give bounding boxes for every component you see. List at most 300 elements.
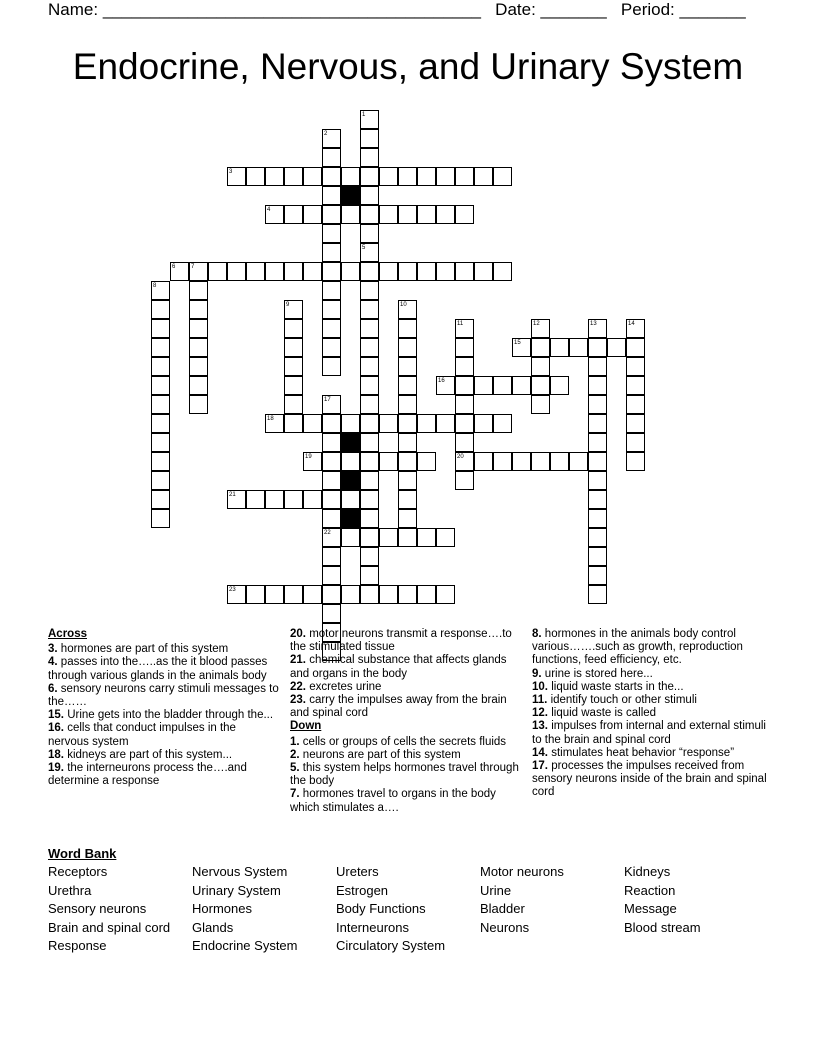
- grid-cell[interactable]: [474, 414, 493, 433]
- clue-number: 18: [267, 416, 274, 422]
- grid-cell[interactable]: [398, 319, 417, 338]
- grid-block: [341, 433, 360, 452]
- grid-cell[interactable]: [322, 566, 341, 585]
- clue-number: 12: [533, 321, 540, 327]
- clue-across-20: 20. motor neurons transmit a response….to the stimulated tissue: [290, 628, 512, 654]
- grid-cell[interactable]: [436, 414, 455, 433]
- grid-cell[interactable]: [360, 224, 379, 243]
- clue-across-22: 22. excretes urine: [290, 680, 382, 693]
- grid-cell[interactable]: [322, 585, 341, 604]
- grid-cell[interactable]: [531, 452, 550, 471]
- grid-cell[interactable]: [588, 490, 607, 509]
- grid-cell[interactable]: [474, 167, 493, 186]
- grid-cell[interactable]: [417, 167, 436, 186]
- grid-cell[interactable]: [284, 357, 303, 376]
- grid-cell[interactable]: [379, 262, 398, 281]
- grid-cell[interactable]: [151, 414, 170, 433]
- grid-cell[interactable]: [151, 376, 170, 395]
- grid-cell[interactable]: [189, 376, 208, 395]
- grid-cell[interactable]: [360, 547, 379, 566]
- word-bank-item: Neurons: [480, 919, 530, 935]
- grid-cell[interactable]: [360, 186, 379, 205]
- grid-cell[interactable]: [246, 490, 265, 509]
- word-bank: [48, 846, 768, 952]
- clue-across-16: 16. cells that conduct impulses in the nervous system: [48, 722, 236, 748]
- grid-cell[interactable]: [531, 395, 550, 414]
- grid-cell[interactable]: [493, 262, 512, 281]
- grid-cell[interactable]: [626, 338, 645, 357]
- grid-cell[interactable]: [303, 167, 322, 186]
- grid-cell[interactable]: [398, 471, 417, 490]
- grid-cell[interactable]: [398, 528, 417, 547]
- grid-cell[interactable]: [322, 395, 341, 414]
- grid-cell[interactable]: [626, 433, 645, 452]
- clue-number: 19: [305, 454, 312, 460]
- grid-cell[interactable]: [322, 357, 341, 376]
- grid-cell[interactable]: [322, 319, 341, 338]
- grid-cell[interactable]: [588, 528, 607, 547]
- grid-cell[interactable]: [398, 262, 417, 281]
- grid-cell[interactable]: [284, 167, 303, 186]
- grid-cell[interactable]: [455, 452, 474, 471]
- grid-cell[interactable]: [455, 414, 474, 433]
- clue-across-4: 4. passes into the…..as the it blood passes through various glands in the animals body: [48, 656, 268, 682]
- grid-cell[interactable]: [474, 452, 493, 471]
- grid-cell[interactable]: [284, 338, 303, 357]
- grid-cell[interactable]: [322, 433, 341, 452]
- grid-cell[interactable]: [626, 357, 645, 376]
- grid-cell[interactable]: [360, 395, 379, 414]
- word-bank-item: Ureters: [336, 864, 379, 879]
- grid-cell[interactable]: [588, 395, 607, 414]
- grid-cell[interactable]: [189, 357, 208, 376]
- grid-cell[interactable]: [284, 319, 303, 338]
- grid-cell[interactable]: [360, 167, 379, 186]
- grid-cell[interactable]: [398, 357, 417, 376]
- grid-cell[interactable]: [531, 357, 550, 376]
- grid-cell[interactable]: [360, 129, 379, 148]
- grid-cell[interactable]: [322, 452, 341, 471]
- grid-cell[interactable]: [265, 585, 284, 604]
- grid-cell[interactable]: [588, 509, 607, 528]
- clue-number: 15: [514, 340, 521, 346]
- grid-cell[interactable]: [151, 433, 170, 452]
- word-bank-item: Reaction: [624, 882, 676, 898]
- grid-cell[interactable]: [398, 433, 417, 452]
- grid-cell[interactable]: [588, 414, 607, 433]
- grid-cell[interactable]: [322, 604, 341, 623]
- date-field[interactable]: _______: [540, 0, 607, 19]
- grid-cell[interactable]: [360, 281, 379, 300]
- word-bank-item: Body Functions: [336, 901, 426, 916]
- grid-cell[interactable]: [455, 357, 474, 376]
- grid-cell[interactable]: [398, 167, 417, 186]
- grid-cell[interactable]: [436, 205, 455, 224]
- grid-cell[interactable]: [284, 395, 303, 414]
- name-label: Name:: [48, 0, 99, 19]
- clue-number: 16: [438, 378, 445, 384]
- grid-cell[interactable]: [379, 585, 398, 604]
- clue-across-19: 19. the interneurons process the….and determine a response: [48, 762, 247, 788]
- grid-cell[interactable]: [189, 319, 208, 338]
- grid-cell[interactable]: [265, 490, 284, 509]
- across-heading: Across: [48, 628, 87, 640]
- grid-cell[interactable]: [151, 281, 170, 300]
- grid-cell[interactable]: [455, 376, 474, 395]
- grid-block: [341, 509, 360, 528]
- grid-cell[interactable]: [626, 395, 645, 414]
- grid-cell[interactable]: [398, 300, 417, 319]
- grid-cell[interactable]: [626, 452, 645, 471]
- grid-cell[interactable]: [341, 414, 360, 433]
- clue-down-10: 10. liquid waste starts in the...: [532, 680, 684, 693]
- grid-cell[interactable]: [550, 376, 569, 395]
- grid-cell[interactable]: [151, 471, 170, 490]
- grid-cell[interactable]: [322, 528, 341, 547]
- grid-block: [341, 471, 360, 490]
- clues-column-2: [290, 628, 522, 815]
- clue-number: 5: [362, 245, 366, 251]
- clue-number: 17: [324, 397, 331, 403]
- grid-cell[interactable]: [360, 452, 379, 471]
- grid-cell[interactable]: [417, 262, 436, 281]
- clue-down-8: 8. hormones in the animals body control various…….such as growth, reproduction functions, feed efficiency, etc.: [532, 628, 743, 667]
- word-bank-item: Motor neurons: [480, 864, 564, 879]
- down-heading: Down: [290, 720, 322, 733]
- grid-cell[interactable]: [322, 148, 341, 167]
- clue-number: 14: [628, 321, 635, 327]
- grid-cell[interactable]: [398, 205, 417, 224]
- grid-cell[interactable]: [322, 186, 341, 205]
- date-label: Date:: [495, 0, 536, 19]
- grid-cell[interactable]: [303, 490, 322, 509]
- grid-cell[interactable]: [398, 490, 417, 509]
- grid-cell[interactable]: [341, 205, 360, 224]
- grid-cell[interactable]: [436, 167, 455, 186]
- grid-cell[interactable]: [379, 414, 398, 433]
- name-field[interactable]: ________________________________________: [102, 0, 481, 19]
- word-bank-item: Estrogen: [336, 882, 389, 898]
- grid-cell[interactable]: [322, 224, 341, 243]
- grid-cell[interactable]: [360, 205, 379, 224]
- word-bank-item: Hormones: [192, 901, 252, 916]
- clue-down-1: 1. cells or groups of cells the secrets fluids: [290, 735, 507, 748]
- word-bank-item: Blood stream: [624, 919, 701, 935]
- clue-number: 21: [229, 492, 236, 498]
- grid-cell[interactable]: [341, 262, 360, 281]
- grid-cell[interactable]: [265, 414, 284, 433]
- grid-cell[interactable]: [360, 262, 379, 281]
- clue-number: 7: [191, 264, 195, 270]
- grid-cell[interactable]: [189, 300, 208, 319]
- grid-cell[interactable]: [360, 585, 379, 604]
- grid-cell[interactable]: [189, 262, 208, 281]
- grid-block: [341, 186, 360, 205]
- grid-cell[interactable]: [284, 585, 303, 604]
- word-bank-item: Receptors: [48, 864, 108, 879]
- grid-cell[interactable]: [341, 528, 360, 547]
- clue-number: 1: [362, 112, 366, 118]
- grid-cell[interactable]: [284, 376, 303, 395]
- clue-number: 11: [457, 321, 464, 327]
- grid-cell[interactable]: [322, 490, 341, 509]
- grid-cell[interactable]: [398, 395, 417, 414]
- grid-cell[interactable]: [246, 167, 265, 186]
- grid-cell[interactable]: [189, 395, 208, 414]
- grid-cell[interactable]: [151, 395, 170, 414]
- grid-cell[interactable]: [341, 167, 360, 186]
- grid-cell[interactable]: [360, 357, 379, 376]
- grid-cell[interactable]: [227, 490, 246, 509]
- grid-cell[interactable]: [417, 414, 436, 433]
- grid-cell[interactable]: [303, 205, 322, 224]
- word-bank-item: Urinary System: [192, 882, 281, 898]
- grid-cell[interactable]: [227, 262, 246, 281]
- grid-cell[interactable]: [322, 129, 341, 148]
- grid-cell[interactable]: [151, 357, 170, 376]
- grid-cell[interactable]: [455, 471, 474, 490]
- grid-cell[interactable]: [322, 338, 341, 357]
- clue-number: 4: [267, 207, 271, 213]
- grid-cell[interactable]: [588, 471, 607, 490]
- word-bank-item: Urethra: [48, 882, 92, 898]
- grid-cell[interactable]: [398, 509, 417, 528]
- word-bank-item: Kidneys: [624, 864, 671, 879]
- grid-cell[interactable]: [455, 319, 474, 338]
- grid-cell[interactable]: [265, 205, 284, 224]
- grid-cell[interactable]: [398, 338, 417, 357]
- grid-cell[interactable]: [588, 585, 607, 604]
- word-bank-item: Interneurons: [336, 919, 409, 935]
- grid-cell[interactable]: [322, 281, 341, 300]
- grid-cell[interactable]: [588, 357, 607, 376]
- word-bank-item: Response: [48, 938, 107, 953]
- grid-cell[interactable]: [208, 262, 227, 281]
- clue-down-5: 5. this system helps hormones travel through the body: [290, 762, 519, 788]
- grid-cell[interactable]: [379, 205, 398, 224]
- clue-down-2: 2. neurons are part of this system: [290, 748, 461, 761]
- grid-cell[interactable]: [455, 262, 474, 281]
- grid-cell[interactable]: [151, 338, 170, 357]
- grid-cell[interactable]: [607, 338, 626, 357]
- grid-cell[interactable]: [303, 414, 322, 433]
- grid-cell[interactable]: [322, 414, 341, 433]
- grid-cell[interactable]: [265, 167, 284, 186]
- word-bank-item: Brain and spinal cord: [48, 919, 171, 935]
- grid-cell[interactable]: [227, 585, 246, 604]
- clue-number: 6: [172, 264, 176, 270]
- grid-cell[interactable]: [246, 585, 265, 604]
- grid-cell[interactable]: [227, 167, 246, 186]
- grid-cell[interactable]: [474, 262, 493, 281]
- grid-cell[interactable]: [417, 205, 436, 224]
- grid-cell[interactable]: [531, 376, 550, 395]
- grid-cell[interactable]: [626, 319, 645, 338]
- grid-cell[interactable]: [303, 585, 322, 604]
- word-bank-item: Message: [624, 901, 677, 916]
- clue-number: 23: [229, 587, 236, 593]
- grid-cell[interactable]: [455, 205, 474, 224]
- period-field[interactable]: _______: [679, 0, 746, 19]
- grid-cell[interactable]: [588, 547, 607, 566]
- grid-cell[interactable]: [588, 566, 607, 585]
- clues-column-3: [532, 628, 768, 800]
- clue-number: 10: [400, 302, 407, 308]
- clues-column-1: [48, 628, 280, 788]
- grid-cell[interactable]: [284, 490, 303, 509]
- clue-across-21: 21. chemical substance that affects glands and organs in the body: [290, 654, 507, 680]
- word-bank-item: Nervous System: [192, 864, 288, 879]
- grid-cell[interactable]: [360, 471, 379, 490]
- grid-cell[interactable]: [588, 433, 607, 452]
- grid-cell[interactable]: [151, 452, 170, 471]
- grid-cell[interactable]: [436, 528, 455, 547]
- word-bank-item: Glands: [192, 919, 234, 935]
- grid-cell[interactable]: [284, 414, 303, 433]
- grid-cell[interactable]: [398, 452, 417, 471]
- grid-cell[interactable]: [531, 319, 550, 338]
- clue-number: 20: [457, 454, 464, 460]
- word-bank-item: Sensory neurons: [48, 901, 147, 916]
- grid-cell[interactable]: [493, 452, 512, 471]
- grid-cell[interactable]: [379, 528, 398, 547]
- clue-down-12: 12. liquid waste is called: [532, 707, 657, 720]
- grid-cell[interactable]: [151, 509, 170, 528]
- clue-down-13: 13. impulses from internal and external stimuli to the brain and spinal cord: [532, 720, 766, 746]
- grid-cell[interactable]: [455, 338, 474, 357]
- clue-down-17: 17. processes the impulses received from sensory neurons inside of the brain and spinal cord: [532, 760, 767, 799]
- grid-cell[interactable]: [398, 585, 417, 604]
- clue-across-18: 18. kidneys are part of this system...: [48, 748, 233, 761]
- grid-cell[interactable]: [417, 585, 436, 604]
- grid-cell[interactable]: [626, 414, 645, 433]
- grid-cell[interactable]: [588, 319, 607, 338]
- grid-cell[interactable]: [360, 338, 379, 357]
- grid-cell[interactable]: [360, 528, 379, 547]
- grid-cell[interactable]: [170, 262, 189, 281]
- period-label: Period:: [620, 0, 675, 19]
- grid-cell[interactable]: [303, 452, 322, 471]
- grid-cell[interactable]: [588, 452, 607, 471]
- grid-cell[interactable]: [360, 414, 379, 433]
- word-bank-heading: Word Bank: [48, 846, 117, 861]
- grid-cell[interactable]: [455, 167, 474, 186]
- grid-cell[interactable]: [588, 338, 607, 357]
- grid-cell[interactable]: [322, 262, 341, 281]
- grid-cell[interactable]: [436, 376, 455, 395]
- grid-cell[interactable]: [284, 205, 303, 224]
- grid-cell[interactable]: [360, 433, 379, 452]
- grid-cell[interactable]: [493, 167, 512, 186]
- grid-cell[interactable]: [493, 414, 512, 433]
- grid-cell[interactable]: [493, 376, 512, 395]
- word-bank-item: Endocrine System: [192, 938, 298, 953]
- clue-down-14: 14. stimulates heat behavior “response”: [532, 746, 735, 759]
- grid-cell[interactable]: [436, 262, 455, 281]
- clue-number: 2: [324, 131, 328, 137]
- grid-cell[interactable]: [322, 167, 341, 186]
- grid-cell[interactable]: [398, 414, 417, 433]
- grid-cell[interactable]: [360, 509, 379, 528]
- grid-cell[interactable]: [512, 376, 531, 395]
- word-bank-item: Bladder: [480, 901, 525, 916]
- grid-cell[interactable]: [284, 300, 303, 319]
- grid-cell[interactable]: [265, 262, 284, 281]
- clue-across-15: 15. Urine gets into the bladder through the...: [48, 709, 274, 722]
- word-bank-list: [48, 865, 768, 952]
- word-bank-item: Urine: [480, 882, 512, 898]
- clue-down-9: 9. urine is stored here...: [532, 667, 653, 680]
- clue-down-7: 7. hormones travel to organs in the body which stimulates a….: [290, 788, 496, 814]
- grid-cell[interactable]: [322, 205, 341, 224]
- clue-number: 22: [324, 530, 331, 536]
- grid-cell[interactable]: [360, 490, 379, 509]
- grid-cell[interactable]: [417, 452, 436, 471]
- grid-cell[interactable]: [569, 452, 588, 471]
- grid-cell[interactable]: [379, 167, 398, 186]
- grid-cell[interactable]: [151, 490, 170, 509]
- grid-cell[interactable]: [379, 452, 398, 471]
- clue-number: 3: [229, 169, 233, 175]
- clue-number: 8: [153, 283, 157, 289]
- grid-cell[interactable]: [322, 547, 341, 566]
- grid-cell[interactable]: [360, 376, 379, 395]
- grid-cell[interactable]: [322, 300, 341, 319]
- clue-across-3: 3. hormones are part of this system: [48, 643, 229, 656]
- grid-cell[interactable]: [436, 585, 455, 604]
- grid-cell[interactable]: [303, 262, 322, 281]
- grid-cell[interactable]: [360, 243, 379, 262]
- grid-cell[interactable]: [550, 452, 569, 471]
- grid-cell[interactable]: [531, 338, 550, 357]
- clue-across-23: 23. carry the impulses away from the brain and spinal cord: [290, 694, 507, 720]
- grid-cell[interactable]: [360, 110, 379, 129]
- grid-cell[interactable]: [360, 300, 379, 319]
- grid-cell[interactable]: [189, 338, 208, 357]
- grid-cell[interactable]: [360, 319, 379, 338]
- clue-number: 13: [590, 321, 597, 327]
- grid-cell[interactable]: [474, 376, 493, 395]
- grid-cell[interactable]: [246, 262, 265, 281]
- grid-cell[interactable]: [588, 376, 607, 395]
- grid-cell[interactable]: [189, 281, 208, 300]
- grid-cell[interactable]: [360, 566, 379, 585]
- grid-cell[interactable]: [322, 471, 341, 490]
- grid-cell[interactable]: [284, 262, 303, 281]
- grid-cell[interactable]: [569, 338, 588, 357]
- grid-cell[interactable]: [341, 490, 360, 509]
- clue-across-6: 6. sensory neurons carry stimuli messages to the……: [48, 682, 279, 709]
- grid-cell[interactable]: [151, 300, 170, 319]
- clue-number: 9: [286, 302, 290, 308]
- grid-cell[interactable]: [550, 338, 569, 357]
- clue-down-11: 11. identify touch or other stimuli: [532, 694, 697, 707]
- grid-cell[interactable]: [455, 395, 474, 414]
- grid-cell[interactable]: [151, 319, 170, 338]
- grid-cell[interactable]: [626, 376, 645, 395]
- grid-cell[interactable]: [322, 509, 341, 528]
- grid-cell[interactable]: [417, 528, 436, 547]
- grid-cell[interactable]: [512, 452, 531, 471]
- grid-cell[interactable]: [360, 148, 379, 167]
- grid-cell[interactable]: [322, 243, 341, 262]
- grid-cell[interactable]: [398, 376, 417, 395]
- page-title: Endocrine, Nervous, and Urinary System: [72, 46, 744, 87]
- grid-cell[interactable]: [512, 338, 531, 357]
- grid-cell[interactable]: [341, 452, 360, 471]
- grid-cell[interactable]: [341, 585, 360, 604]
- grid-cell[interactable]: [455, 433, 474, 452]
